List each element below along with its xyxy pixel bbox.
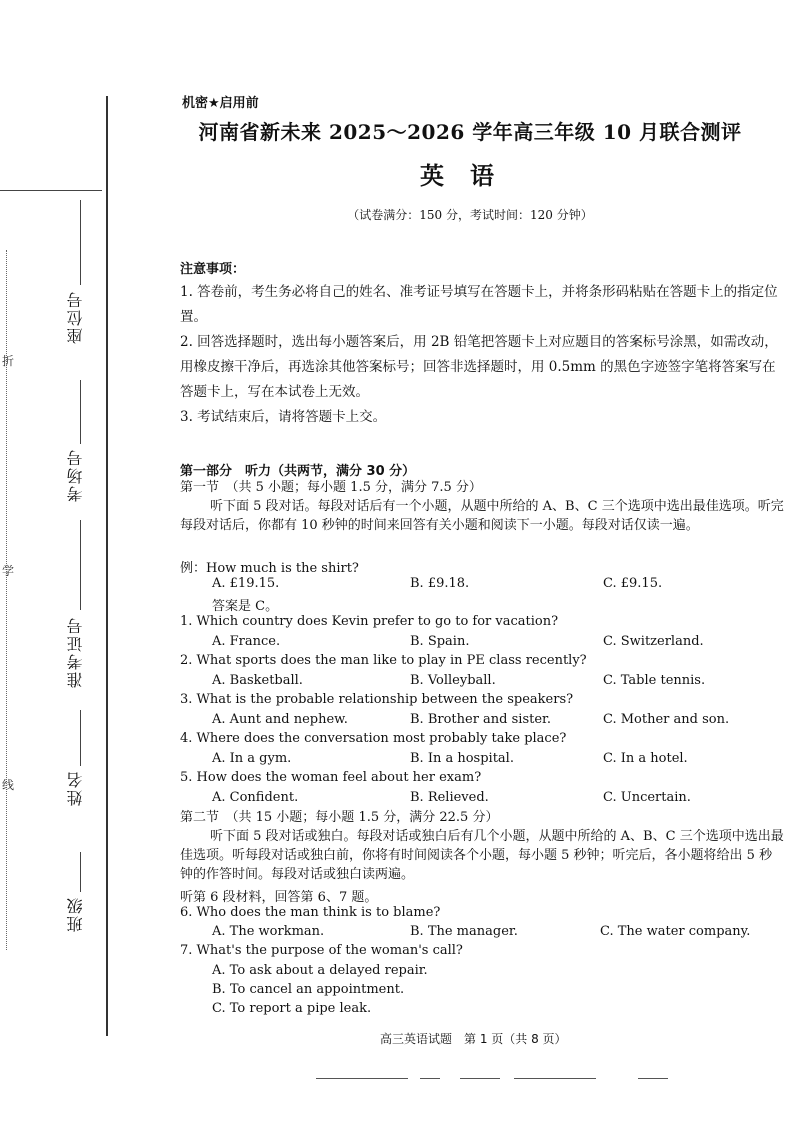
field-ticket-number-line[interactable] (80, 520, 81, 610)
margin-top-line (0, 190, 102, 191)
q5-option-c: C. Uncertain. (603, 790, 691, 805)
q3-option-c: C. Mother and son. (603, 712, 730, 727)
question-3: 3. What is the probable relationship between the speakers? (180, 692, 574, 707)
binding-border-line (106, 96, 108, 1036)
q5-option-b: B. Relieved. (410, 790, 489, 805)
example-answer: 答案是 C。 (212, 599, 279, 614)
field-exam-room-line[interactable] (80, 380, 81, 444)
q6-option-b: B. The manager. (410, 924, 518, 939)
q6-option-c: C. The water company. (600, 924, 751, 939)
bottom-rule-2 (420, 1078, 440, 1079)
q1-option-a: A. France. (212, 634, 281, 649)
bottom-rule-3 (460, 1078, 500, 1079)
notes-heading: 注意事项： (180, 262, 246, 277)
part1-heading: 第一部分 听力（共两节，满分 30 分） (180, 464, 416, 479)
q7-option-c: C. To report a pipe leak. (212, 1001, 372, 1016)
q3-option-b: B. Brother and sister. (410, 712, 551, 727)
q1-option-b: B. Spain. (410, 634, 470, 649)
cut-char-fold: 折 (2, 354, 15, 368)
question-2: 2. What sports does the man like to play in PE class recently? (180, 653, 587, 668)
question-7: 7. What's the purpose of the woman's call? (180, 943, 463, 958)
q2-option-b: B. Volleyball. (410, 673, 496, 688)
q5-option-a: A. Confident. (212, 790, 299, 805)
q2-option-a: A. Basketball. (212, 673, 303, 688)
field-class-label: 班级 (66, 896, 85, 932)
question-1: 1. Which country does Kevin prefer to go to for vacation? (180, 614, 559, 629)
note-item-3: 3. 考试结束后，请将答题卡上交。 (180, 409, 387, 425)
q4-option-c: C. In a hotel. (603, 751, 688, 766)
cut-char-study: 学 (2, 564, 15, 578)
bottom-rule-1 (316, 1078, 408, 1079)
field-seat-number-label: 座位号 (66, 290, 85, 344)
note-item-1: 1. 答卷前，考生务必将自己的姓名、准考证号填写在答题卡上，并将条形码粘贴在答题卡上的指定位置。 (180, 284, 778, 325)
note-item-2: 2. 回答选择题时，选出每小题答案后，用 2B 铅笔把答题卡上对应题目的答案标号涂黑，如需改动，用橡皮擦干净后，再选涂其他答案标号；回答非选择题时，用 0.5mm 的黑色字迹签字笔将答案写在答题卡上，写在本试卷上无效。 (180, 334, 778, 400)
subject-title: 英语 (420, 162, 520, 190)
example-option-c: C. £9.15. (603, 576, 663, 591)
q7-option-a: A. To ask about a delayed repair. (212, 963, 428, 978)
field-ticket-number-label: 准考证号 (66, 616, 85, 688)
section1-instructions: 听下面 5 段对话。每段对话后有一个小题，从题中所给的 A、B、C 三个选项中选出最佳选项。听完每段对话后，你都有 10 秒钟的时间来回答有关小题和阅读下一小题。每段对话仅读一遍。 (180, 499, 784, 533)
q6-option-a: A. The workman. (212, 924, 325, 939)
question-5: 5. How does the woman feel about her exam? (180, 770, 482, 785)
exam-title: 河南省新未来 2025～2026 学年高三年级 10 月联合测评 (198, 120, 742, 144)
field-seat-number-line[interactable] (80, 200, 81, 285)
bottom-rule-5 (638, 1078, 668, 1079)
field-class-line[interactable] (80, 852, 81, 892)
q7-option-b: B. To cancel an appointment. (212, 982, 405, 997)
question-4: 4. Where does the conversation most probably take place? (180, 731, 567, 746)
field-name-label: 姓名 (66, 770, 85, 806)
q4-option-a: A. In a gym. (212, 751, 292, 766)
field-exam-room-label: 考场号 (66, 448, 85, 502)
secret-mark: 机密★启用前 (182, 96, 259, 111)
example-option-b: B. £9.18. (410, 576, 470, 591)
page-footer: 高三英语试题 第 1 页（共 8 页） (380, 1032, 567, 1046)
q1-option-c: C. Switzerland. (603, 634, 704, 649)
material-6-note: 听第 6 段材料，回答第 6、7 题。 (180, 890, 378, 905)
section2-instructions: 听下面 5 段对话或独白。每段对话或独白后有几个小题，从题中所给的 A、B、C 三个选项中选出最佳选项。听每段对话或独白前，你将有时间阅读各个小题，每小题 5 秒钟；听完后，各小题将给出 5 秒钟的作答时间。每段对话或独白读两遍。 (180, 829, 784, 882)
question-6: 6. Who does the man think is to blame? (180, 905, 441, 920)
section2-heading: 第二节 （共 15 小题；每小题 1.5 分，满分 22.5 分） (180, 810, 499, 825)
exam-meta: （试卷满分：150 分，考试时间：120 分钟） (347, 208, 593, 222)
section1-heading: 第一节 （共 5 小题；每小题 1.5 分，满分 7.5 分） (180, 480, 482, 495)
example-option-a: A. £19.15. (212, 576, 280, 591)
q3-option-a: A. Aunt and nephew. (212, 712, 348, 727)
cut-char-line: 线 (2, 778, 15, 792)
q2-option-c: C. Table tennis. (603, 673, 706, 688)
example-question: 例：How much is the shirt? (180, 561, 359, 576)
field-name-line[interactable] (80, 710, 81, 766)
q4-option-b: B. In a hospital. (410, 751, 514, 766)
bottom-rule-4 (514, 1078, 596, 1079)
